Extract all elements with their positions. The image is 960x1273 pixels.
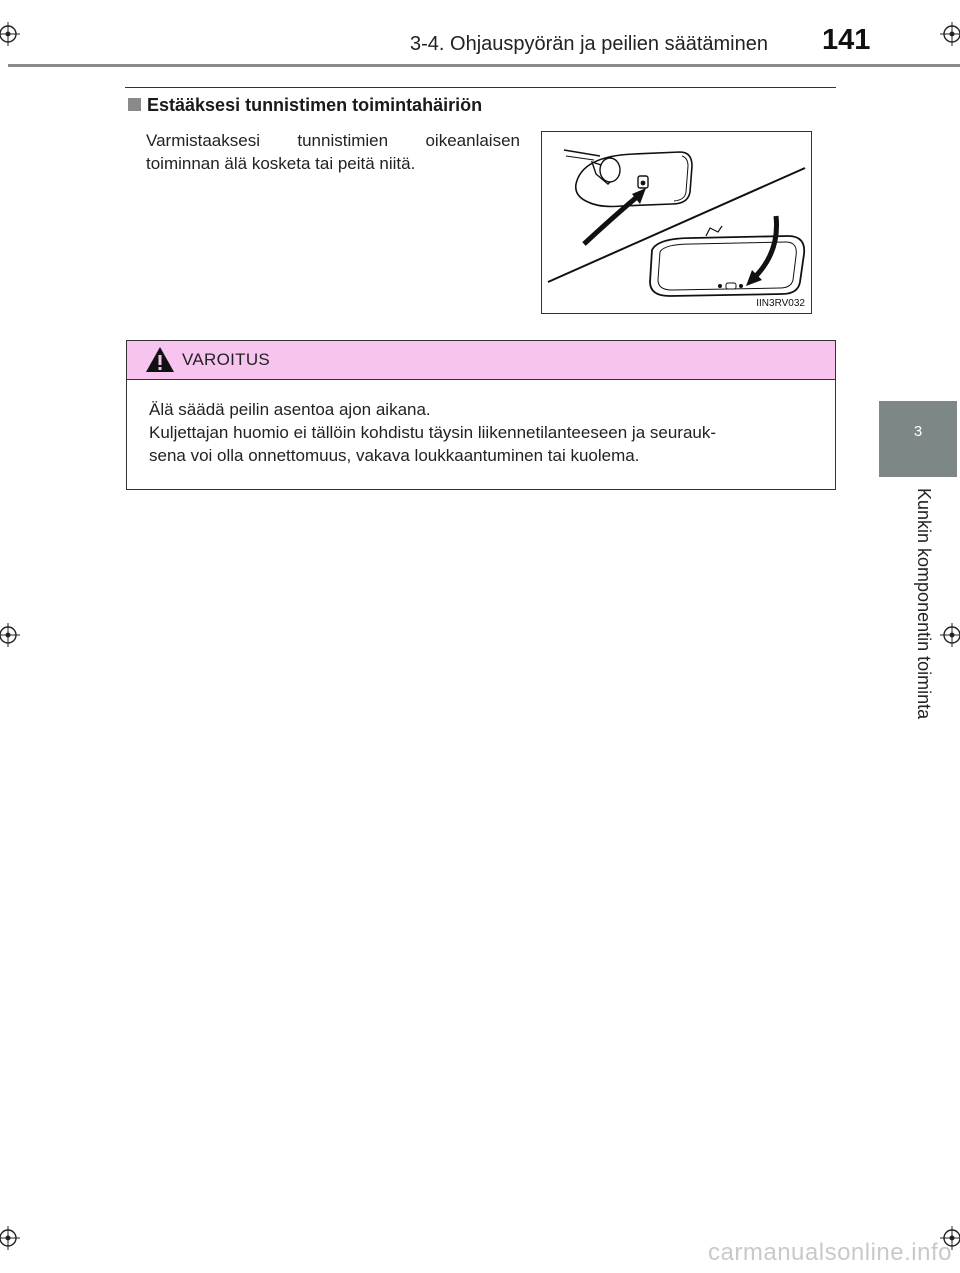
warning-triangle-icon	[145, 346, 175, 373]
section-heading	[128, 95, 482, 116]
section-rule	[125, 87, 836, 88]
body-line: toiminnan älä kosketa tai peitä niitä.	[146, 154, 416, 173]
warning-title: VAROITUS	[182, 350, 271, 369]
warning-header	[127, 341, 835, 380]
section-heading-text: Estääksesi tunnistimen toimintahäiriön	[147, 95, 483, 115]
chapter-tab	[879, 401, 957, 477]
header-rule	[8, 64, 960, 67]
warning-box	[126, 340, 836, 490]
registration-mark-icon	[0, 22, 20, 46]
figure-code: IIN3RV032	[756, 298, 805, 309]
registration-mark-icon	[0, 623, 20, 647]
registration-mark-icon	[0, 1226, 20, 1250]
registration-mark-icon	[940, 22, 960, 46]
warning-line: sena voi olla onnettomuus, vakava loukkaantuminen tai kuolema.	[149, 446, 640, 465]
warning-line: Älä säädä peilin asentoa ajon aikana.	[149, 400, 431, 419]
bullet-square-icon	[128, 98, 141, 111]
warning-body	[149, 398, 829, 467]
page-number: 141	[822, 24, 871, 56]
chapter-number: 3	[913, 423, 923, 440]
watermark: carmanualsonline.info	[708, 1239, 952, 1266]
body-line: Varmistaaksesi tunnistimien oikeanlaisen	[146, 131, 520, 150]
chapter-title: Kunkin komponentin toiminta	[914, 488, 934, 720]
registration-mark-icon	[940, 623, 960, 647]
mirror-sensor-illustration	[541, 131, 812, 314]
section-body	[146, 129, 520, 175]
header-section-title: 3-4. Ohjauspyörän ja peilien säätäminen	[410, 33, 768, 55]
mirror-drawing	[542, 132, 811, 313]
warning-line: Kuljettajan huomio ei tällöin kohdistu täysin liikennetilanteeseen ja seurauk-	[149, 423, 717, 442]
